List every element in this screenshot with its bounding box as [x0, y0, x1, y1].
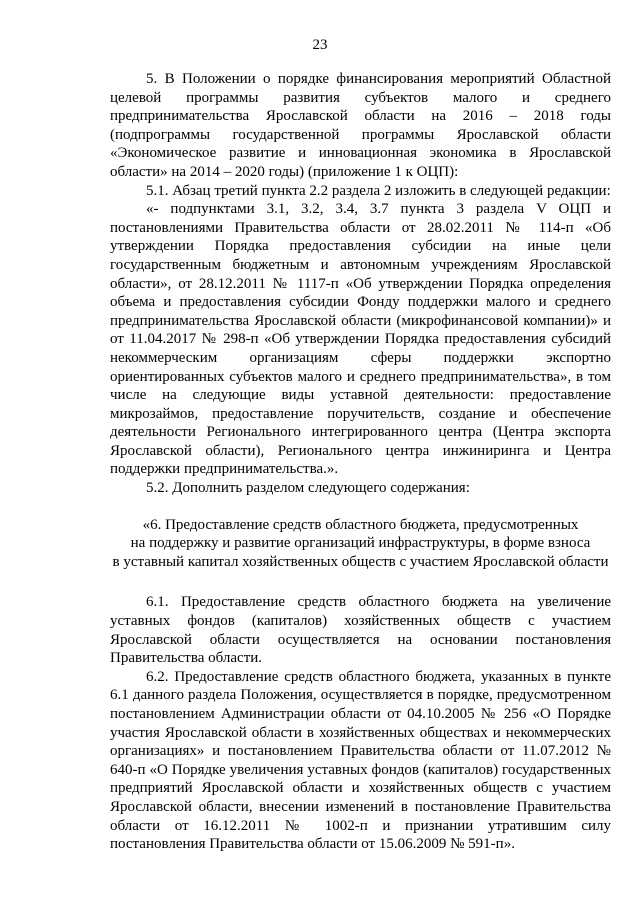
section-heading-line: «6. Предоставление средств областного бюджета, предусмотренных [142, 516, 579, 533]
page-number: 23 [312, 37, 328, 53]
paragraph-item-6-2: 6.2. Предоставление средств областного бюджета, указанных в пункте 6.1 данного раздела Положения, осуществляется в порядке, предусмотренном постановлением Администрации области от 04.10.2005 № 256 «О Порядке участия Ярославской области в хозяйственных обществах и некоммерческих организациях» и постановлением Правительства области от 11.07.2012 № 640-п «О Порядке увеличения уставных фондов (капиталов) государственных предприятий Ярославской области и хозяйственных обществ с участием Ярославской области, внесении изменений в постановление Правительства области от 16.12.2011 № 1002-п и признании утратившим силу постановления Правительства области от 15.06.2009 № 591-п». [110, 668, 611, 853]
paragraph-item-5-2: 5.2. Дополнить разделом следующего содержания: [146, 480, 470, 497]
paragraph-item-5-1: 5.1. Абзац третий пункта 2.2 раздела 2 изложить в следующей редакции: [146, 182, 611, 199]
section-heading-line: на поддержку и развитие организаций инфраструктуры, в форме взноса [130, 535, 591, 552]
section-heading [110, 516, 611, 572]
paragraph-item-5: 5. В Положении о порядке финансирования мероприятий Областной целевой программы развития субъектов малого и среднего предпринимательства Ярославской области на 2016 – 2018 годы (подпрограммы государственной программы Ярославской области «Экономическое развитие и инновационная экономика в Ярославской области» на 2014 – 2020 годы) (приложение 1 к ОЦП): [110, 71, 611, 180]
paragraph-quoted-text: «- подпунктами 3.1, 3.2, 3.4, 3.7 пункта 3 раздела V ОЦП и постановлениями Правительства области от 28.02.2011 № 114-п «Об утверждении Порядка предоставления субсидии на иные цели государственным бюджетным и автономным учреждениям Ярославской области», от 28.12.2011 № 1117-п «Об утверждении Порядка определения объема и предоставления субсидии Фонду поддержки малого и среднего предпринимательства Ярославской области (микрофинансовой компании)» и от 11.04.2017 № 298-п «Об утверждении Порядка предоставления субсидий некоммерческим организациям сферы поддержки экспортно ориентированных субъектов малого и среднего предпринимательства», в том числе на следующие виды уставной деятельности: предоставление микрозаймов, предоставление поручительств, создание и обеспечение деятельности Регионального интегрированного центра (Центра экспорта Ярославской области), Регионального центра инжиниринга и Центра поддержки предпринимательства.». [110, 201, 611, 478]
paragraph-item-6-1: 6.1. Предоставление средств областного бюджета на увеличение уставных фондов (капиталов) хозяйственных обществ с участием Ярославской области осуществляется на основании постановления Правительства области. [110, 594, 611, 667]
document-body [110, 70, 611, 854]
section-heading-line: в уставный капитал хозяйственных обществ с участием Ярославской области [112, 553, 609, 570]
